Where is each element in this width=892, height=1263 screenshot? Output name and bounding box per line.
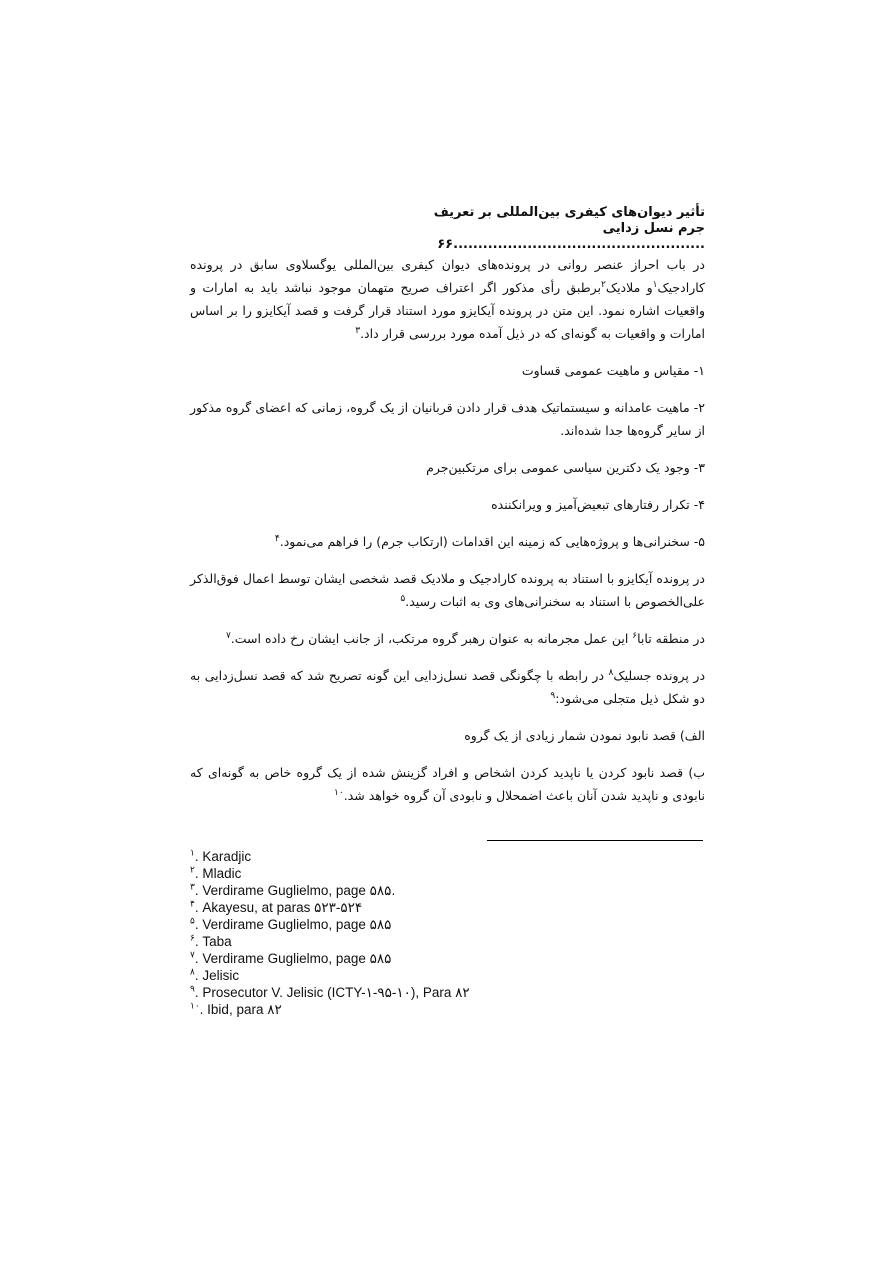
footnote-ref[interactable]: ۴ bbox=[274, 533, 280, 544]
taba-paragraph: در منطقه تابا$^۶$ این عمل مجرمانه به عنوان رهبر گروه مرتکب، از جانب ایشان رخ داده است.$^۷$ bbox=[225, 630, 705, 646]
jelisic-paragraph: در پرونده جسلیک$^۸$ در رابطه با چگونگی قصد نسل‌زدایی این گونه تصریح شد که قصد نسل‌زدایی به دو شکل ذیل متجلی می‌شود:$^۹$ bbox=[190, 667, 706, 706]
header-title: تأثیر دیوان‌های کیفری بین‌المللی بر تعریف جرم نسل زدایی bbox=[433, 205, 705, 236]
footnote: $^۵$. Verdirame Guglielmo, page ۵۸۵ bbox=[190, 915, 392, 932]
footnote-ref[interactable]: ۵ bbox=[400, 593, 406, 604]
document-body bbox=[190, 205, 705, 821]
footnote: $^۹$. Prosecutor V. Jelisic (ICTY-۱-۹۵-۱۰), Para ۸۲ bbox=[190, 983, 470, 1000]
footnote: $^۷$. Verdirame Guglielmo, page ۵۸۵ bbox=[190, 949, 392, 966]
running-header bbox=[405, 205, 705, 253]
karadjic-paragraph: در پرونده آیکایزو با استناد به پرونده کارادجیک و ملادیک قصد شخصی ایشان توسط اعمال فوق‌الذکر علی‌الخصوص با استناد به سخنرانی‌های وی به اثبات رسید.$^۵$ bbox=[190, 571, 705, 609]
footnote-divider bbox=[487, 840, 703, 841]
alef-item: الف) قصد نابود نمودن شمار زیادی از یک گروه bbox=[464, 728, 705, 743]
footnote-ref[interactable]: ۹ bbox=[550, 690, 556, 701]
footnote: $^۱$. Karadjic bbox=[190, 847, 252, 864]
footnote-ref[interactable]: ۸ bbox=[608, 667, 614, 678]
footnote: $^۸$. Jelisic bbox=[190, 966, 240, 983]
list-item-5: ۵- سخنرانی‌ها و پروژه‌هایی که زمینه این اقدامات (ارتکاب جرم) را فراهم می‌نمود.$^۴$ bbox=[274, 533, 705, 549]
intro-paragraph: در باب احراز عنصر روانی در پرونده‌های دیوان کیفری بین‌المللی یوگسلاوی سابق در پرونده کارادجیک$^۱$و ملادیک$^۲$برطبق رأی مذکور اگر اعتراف صریح متهمان موجود نباشد باید به امارات و واقعیات اشاره نمود. این متن در پرونده آیکایزو مورد استناد قرار گرفت و قصد آیکایزو را بر اساس امارات و واقعیات به گونه‌ای که در ذیل آمده مورد بررسی قرار داد.$^۳$ bbox=[190, 257, 705, 341]
footnote: $^۳$. Verdirame Guglielmo, page ۵۸۵. bbox=[190, 881, 396, 898]
footnote: $^{۱۰}$. Ibid, para ۸۲ bbox=[190, 1000, 282, 1017]
list-item-2: ۲- ماهیت عامدانه و سیستماتیک هدف قرار دادن قربانیان از یک گروه، زمانی که اعضای گروه مذکور از سایر گروه‌ها جدا شده‌اند. bbox=[190, 400, 705, 438]
footnote-ref[interactable]: ۱۰ bbox=[334, 787, 344, 798]
list-item-4: ۴- تکرار رفتارهای تبعیض‌آمیز و ویرانکننده bbox=[491, 497, 705, 512]
footnote-ref[interactable]: ۶ bbox=[632, 630, 638, 641]
footnote: $^۲$. Mladic bbox=[190, 864, 242, 881]
footnote-ref[interactable]: ۲ bbox=[601, 279, 606, 290]
footnote-ref[interactable]: ۱ bbox=[652, 279, 658, 290]
header-page-ref: ...................................................۶۶ bbox=[437, 237, 705, 252]
footnote-ref[interactable]: ۳ bbox=[355, 325, 361, 336]
main-text bbox=[190, 253, 705, 807]
footnote: $^۶$. Taba bbox=[190, 932, 232, 949]
footnote: $^۴$. Akayesu, at paras ۵۲۳-۵۲۴ bbox=[190, 898, 363, 915]
footnote-ref[interactable]: ۷ bbox=[225, 630, 231, 641]
list-item-1: ۱- مقیاس و ماهیت عمومی قساوت bbox=[521, 363, 705, 378]
footnotes bbox=[190, 848, 710, 1018]
list-item-3: ۳- وجود یک دکترین سیاسی عمومی برای مرتکبین‌جرم bbox=[426, 460, 705, 475]
be-item: ب) قصد نابود کردن یا ناپدید کردن اشخاص و افراد گزینش شده از یک گروه خاص به گونه‌ای که نابودی و ناپدید شدن آنان باعث اضمحلال و نابودی آن گروه خواهد شد.$^{۱۰}$ bbox=[190, 765, 705, 803]
